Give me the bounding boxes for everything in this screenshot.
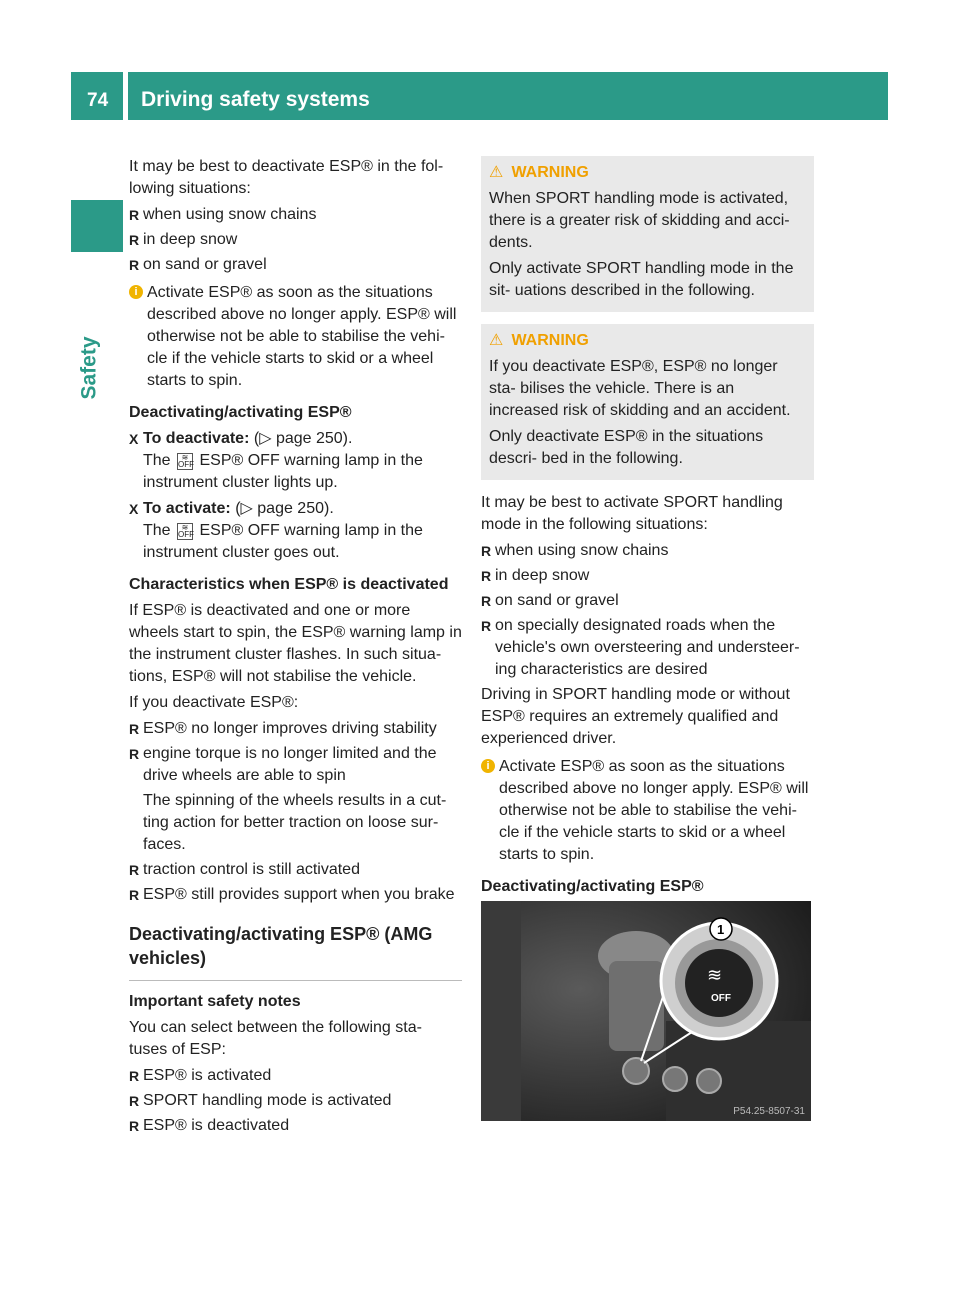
list-item: R ESP® is activated (129, 1065, 462, 1087)
svg-text:≋: ≋ (707, 965, 723, 986)
list-item: R ESP® no longer improves driving stability (129, 718, 462, 740)
right-column (481, 156, 814, 902)
list-item: R engine torque is no longer limited and the drive wheels are able to spin (129, 743, 462, 787)
list-item: R on sand or gravel (481, 590, 814, 612)
header-bar (128, 72, 888, 120)
step-arrow-icon: X (129, 431, 139, 447)
left-column (129, 156, 462, 1140)
characteristics-paragraph: If ESP® is deactivated and one or more wheels start to spin, the ESP® warning lamp in the instrument cluster flashes. In such situa- tions, ESP® will not stabilise the vehicle. (129, 602, 462, 685)
amg-heading: Deactivating/activating ESP® (AMG vehicles) (129, 922, 462, 981)
info-icon: i (481, 759, 495, 773)
warning-triangle-icon: ⚠ (489, 164, 504, 181)
list-item: R ESP® still provides support when you brake (129, 884, 462, 906)
esp-off-lamp-icon: ≋ OFF (178, 523, 195, 539)
step-label: To activate: (143, 500, 231, 517)
warning-title (489, 162, 806, 184)
list-item: R in deep snow (481, 565, 814, 587)
photo-illustration (481, 901, 811, 1121)
list-item: R traction control is still activated (129, 859, 462, 881)
characteristics-heading: Characteristics when ESP® is deactivated (129, 576, 449, 593)
side-tab-marker (71, 200, 123, 252)
deactivate-heading: Deactivating/activating ESP® (481, 878, 704, 895)
warning-text: When SPORT handling mode is activated, there is a greater risk of skidding and acci- dents. (489, 190, 790, 251)
callout-number: 1 (717, 922, 725, 937)
info-note (129, 282, 462, 392)
list-item: R ESP® is deactivated (129, 1115, 462, 1137)
intro-paragraph: It may be best to deactivate ESP® in the fol- lowing situations: (129, 158, 444, 197)
the-word: The (143, 522, 171, 539)
page-number: 74 (87, 90, 109, 111)
list-item: R in deep snow (129, 229, 462, 251)
warning-label: WARNING (511, 164, 589, 181)
step-text: ESP® OFF warning lamp in the instrument cluster lights up. (143, 452, 423, 491)
warning-triangle-icon: ⚠ (489, 332, 504, 349)
warning-text: If you deactivate ESP®, ESP® no longer sta- bilises the vehicle. There is an increased risk of skidding and an accident. (489, 358, 791, 419)
if-deactivate-text: If you deactivate ESP®: (129, 694, 299, 711)
list-item: R when using snow chains (481, 540, 814, 562)
info-icon: i (129, 285, 143, 299)
step-arrow-icon: X (129, 501, 139, 517)
off-label: OFF (711, 993, 731, 1004)
step-label: To deactivate: (143, 430, 250, 447)
warning-text: Only deactivate ESP® in the situations descri- bed in the following. (489, 428, 764, 467)
page-reference-link[interactable]: (▷ page 250). (253, 430, 353, 447)
photo-code: P54.25-8507-31 (733, 1106, 805, 1117)
page-number-box (71, 72, 123, 120)
info-note-text: Activate ESP® as soon as the situations described above no longer apply. ESP® will otherwise not be able to stabilise the vehi- cle if the vehicle starts to skid or a wheel starts to spin. (499, 758, 809, 863)
esp-button-photo (481, 901, 811, 1121)
warning-text: Only activate SPORT handling mode in the sit- uations described in the following. (489, 260, 794, 299)
warning-title (489, 330, 806, 352)
info-note-text: Activate ESP® as soon as the situations described above no longer apply. ESP® will otherwise not be able to stabilise the vehi- cle if the vehicle starts to skid or a wheel starts to spin. (147, 284, 457, 389)
sport-intro: It may be best to activate SPORT handling mode in the following situations: (481, 494, 783, 533)
deactivate-heading: Deactivating/activating ESP® (129, 404, 352, 421)
page-reference-link[interactable]: (▷ page 250). (235, 500, 334, 517)
warning-box (481, 324, 814, 480)
warning-label: WARNING (511, 332, 589, 349)
sport-paragraph: Driving in SPORT handling mode or without ESP® requires an extremely qualified and experienced driver. (481, 686, 790, 747)
list-item: R SPORT handling mode is activated (129, 1090, 462, 1112)
list-item: R on specially designated roads when the vehicle's own oversteering and understeer- ing characteristics are desired (481, 615, 814, 681)
esp-off-lamp-icon: ≋ OFF (178, 453, 195, 469)
warning-box (481, 156, 814, 312)
safety-notes-heading: Important safety notes (129, 993, 301, 1010)
step-text: ESP® OFF warning lamp in the instrument cluster goes out. (143, 522, 423, 561)
step-activate (129, 498, 462, 564)
step-deactivate (129, 428, 462, 494)
info-note (481, 756, 814, 866)
spin-note: The spinning of the wheels results in a cut- ting action for better traction on loose sur- faces. (143, 792, 447, 853)
list-item: R when using snow chains (129, 204, 462, 226)
list-item: R on sand or gravel (129, 254, 462, 276)
side-tab (70, 320, 130, 420)
side-tab-label: Safety (77, 336, 101, 400)
statuses-intro: You can select between the following sta- tuses of ESP: (129, 1019, 422, 1058)
section-title: Driving safety systems (141, 88, 370, 111)
the-word: The (143, 452, 171, 469)
